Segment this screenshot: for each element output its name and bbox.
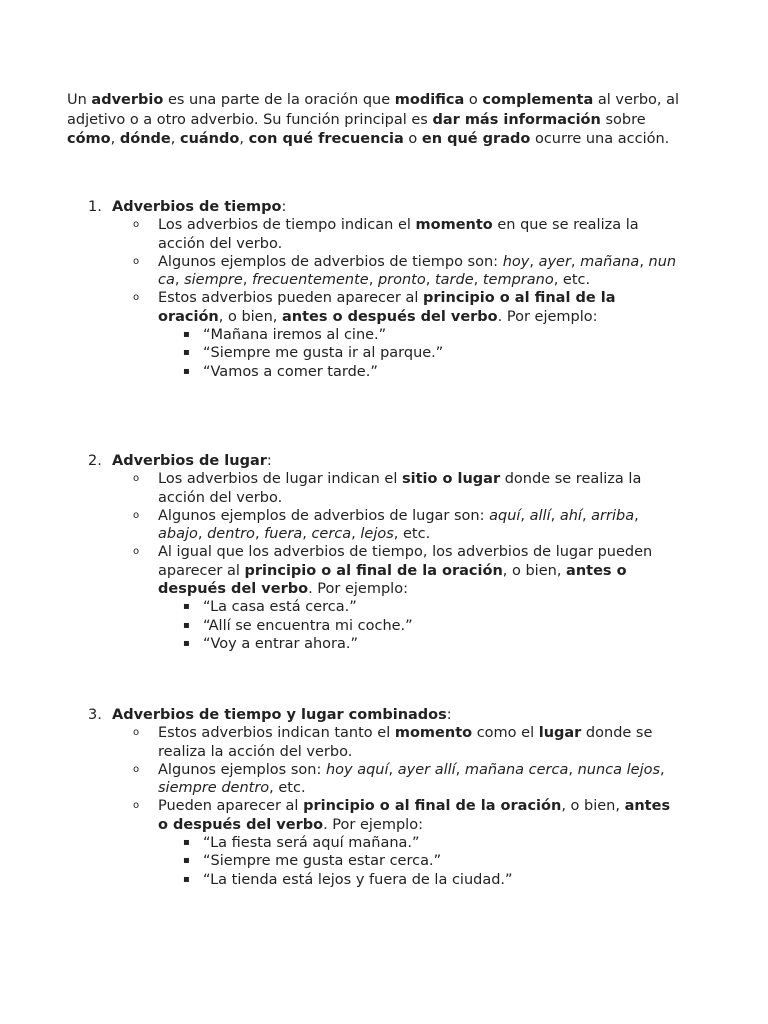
example-word: aquí bbox=[489, 507, 521, 524]
example-sentence: ▪ “La fiesta será aquí mañana.” bbox=[183, 834, 678, 852]
item-text: Estos adverbios pueden aparecer al bbox=[158, 290, 424, 307]
separator: , bbox=[529, 253, 539, 270]
list-item bbox=[133, 724, 678, 761]
separator: , bbox=[550, 507, 560, 524]
section-number: 2. bbox=[88, 453, 102, 469]
intro-text: o bbox=[403, 131, 422, 147]
separator: , bbox=[351, 526, 361, 543]
item-text: , o bien, bbox=[561, 798, 625, 815]
example-word: ayer allí bbox=[397, 761, 456, 778]
item-text: . Por ejemplo: bbox=[323, 816, 423, 833]
list-item bbox=[133, 797, 678, 888]
section-heading bbox=[88, 198, 708, 216]
example-sentence: ▪ “La casa está cerca.” bbox=[183, 598, 678, 616]
intro-bold: modifica bbox=[394, 92, 465, 108]
example-sentence: ▪ “La tienda está lejos y fuera de la ciudad.” bbox=[183, 871, 678, 889]
separator: , bbox=[302, 526, 312, 543]
intro-text: , bbox=[239, 131, 249, 147]
intro-text: sobre bbox=[600, 111, 646, 128]
intro-bold: en qué grado bbox=[421, 131, 531, 147]
item-text: Algunos ejemplos de adverbios de tiempo son: bbox=[158, 253, 503, 270]
list-item bbox=[133, 253, 678, 290]
item-text: , o bien, bbox=[218, 308, 283, 325]
item-bold: momento bbox=[415, 217, 493, 234]
item-text: como el bbox=[472, 725, 539, 742]
item-text: , o bien, bbox=[502, 562, 567, 579]
section-lugar bbox=[88, 452, 708, 653]
section-heading bbox=[88, 452, 708, 470]
item-text: Los adverbios de tiempo indican el bbox=[158, 217, 416, 234]
separator: , bbox=[568, 761, 578, 778]
intro-bold: cómo bbox=[67, 131, 111, 147]
item-bold: principio o al final de la oración bbox=[244, 562, 503, 579]
item-text: . Por ejemplo: bbox=[308, 581, 408, 598]
intro-text: al verbo, al adjetivo o a otro adverbio. Su función principal es bbox=[67, 92, 680, 128]
intro-text: , bbox=[170, 131, 180, 147]
example-word: temprano bbox=[482, 272, 554, 289]
separator: , bbox=[570, 253, 581, 270]
list-item bbox=[133, 289, 678, 380]
separator: , bbox=[197, 526, 208, 543]
example-word: abajo bbox=[158, 526, 198, 543]
example-list bbox=[158, 326, 678, 381]
intro-bold: cuándo bbox=[179, 131, 240, 147]
item-bold: principio o al final de la oración bbox=[158, 290, 616, 325]
example-word: hoy aquí bbox=[325, 761, 389, 778]
item-bold: antes o después del verbo bbox=[282, 308, 498, 325]
example-word: nunca lejos bbox=[577, 761, 661, 778]
item-text: , etc. bbox=[553, 272, 591, 289]
item-text: en que se realiza la acción del verbo. bbox=[158, 217, 639, 252]
separator: , bbox=[242, 272, 253, 289]
intro-text: Un bbox=[67, 92, 92, 108]
example-word: mañana cerca bbox=[464, 761, 569, 778]
intro-text: , bbox=[110, 131, 120, 147]
section-number: 1. bbox=[88, 199, 102, 215]
example-word: ayer bbox=[538, 253, 571, 270]
item-bold: momento bbox=[394, 725, 473, 742]
section-title bbox=[112, 198, 286, 216]
section-number: 3. bbox=[88, 707, 102, 723]
example-sentence: ▪ “Voy a entrar ahora.” bbox=[183, 635, 678, 653]
item-bold: antes o después del verbo bbox=[158, 798, 671, 833]
list-item bbox=[133, 216, 678, 253]
example-word: nunca bbox=[158, 253, 677, 289]
intro-bold: con qué frecuencia bbox=[248, 131, 404, 147]
intro-bold: dónde bbox=[119, 131, 171, 147]
item-bold: antes o después del verbo bbox=[158, 562, 627, 598]
section-title-text: Adverbios de lugar bbox=[112, 453, 267, 469]
section-tiempo bbox=[88, 198, 708, 381]
example-word: dentro bbox=[207, 526, 255, 543]
list-item bbox=[133, 543, 678, 653]
section-title-text: Adverbios de tiempo bbox=[112, 199, 282, 215]
separator: , bbox=[473, 272, 483, 289]
separator: , bbox=[425, 272, 435, 289]
list-item bbox=[133, 761, 678, 798]
separator: , bbox=[388, 761, 398, 778]
example-word: pronto bbox=[377, 272, 426, 289]
item-text: Al igual que los adverbios de tiempo, los adverbios de lugar pueden aparecer al bbox=[158, 544, 653, 579]
list-item bbox=[133, 470, 678, 507]
example-sentence: ▪ “Siempre me gusta ir al parque.” bbox=[183, 344, 678, 362]
bullet-list bbox=[88, 470, 678, 653]
item-text: , etc. bbox=[393, 526, 431, 543]
item-text: Estos adverbios indican tanto el bbox=[158, 725, 395, 742]
intro-bold: adverbio bbox=[91, 92, 164, 108]
example-word: lejos bbox=[360, 526, 394, 543]
intro-text: o bbox=[464, 92, 483, 108]
item-text: Pueden aparecer al bbox=[158, 798, 304, 815]
example-word: siempre dentro bbox=[158, 780, 270, 797]
separator: , bbox=[455, 761, 465, 778]
intro-text: es una parte de la oración que bbox=[163, 92, 395, 108]
example-word: tarde bbox=[434, 272, 474, 289]
example-word: frecuentemente bbox=[252, 272, 369, 289]
item-text: Algunos ejemplos de adverbios de lugar son: bbox=[158, 507, 490, 524]
example-word: hoy bbox=[502, 253, 530, 270]
separator: , bbox=[639, 253, 649, 270]
separator: , bbox=[520, 507, 530, 524]
item-bold: lugar bbox=[538, 725, 582, 742]
item-bold: principio o al final de la oración bbox=[303, 798, 562, 815]
separator: , bbox=[634, 507, 639, 524]
intro-paragraph bbox=[67, 91, 697, 150]
separator: , bbox=[368, 272, 378, 289]
example-list bbox=[158, 598, 678, 653]
separator: , bbox=[254, 526, 265, 543]
section-title-text: Adverbios de tiempo y lugar combinados bbox=[112, 707, 447, 723]
section-title bbox=[112, 706, 452, 724]
example-word: allí bbox=[529, 507, 551, 524]
item-bold: sitio o lugar bbox=[401, 471, 501, 488]
bullet-list bbox=[88, 216, 678, 381]
example-sentence: ▪ “Siempre me gusta estar cerca.” bbox=[183, 852, 678, 870]
list-item bbox=[133, 507, 678, 544]
separator: , bbox=[174, 272, 185, 289]
separator: , bbox=[660, 761, 665, 778]
intro-bold: complementa bbox=[482, 92, 594, 108]
bullet-list bbox=[88, 724, 678, 889]
example-word: mañana bbox=[580, 253, 640, 270]
section-heading bbox=[88, 706, 708, 724]
section-title bbox=[112, 452, 272, 470]
item-text: Algunos ejemplos son: bbox=[158, 761, 326, 778]
item-text: donde se realiza la acción del verbo. bbox=[158, 725, 653, 760]
item-text: Los adverbios de lugar indican el bbox=[158, 471, 402, 488]
item-text: . Por ejemplo: bbox=[497, 308, 598, 325]
section-combinados bbox=[88, 706, 708, 889]
item-text: donde se realiza la acción del verbo. bbox=[158, 471, 642, 506]
separator: , bbox=[581, 507, 592, 524]
example-sentence: ▪ “Allí se encuentra mi coche.” bbox=[183, 617, 678, 635]
section-title-colon: : bbox=[266, 453, 272, 469]
intro-bold: dar más información bbox=[432, 111, 601, 128]
example-word: ahí bbox=[559, 507, 582, 524]
item-text: , etc. bbox=[269, 780, 306, 797]
section-title-colon: : bbox=[446, 707, 452, 723]
example-word: cerca bbox=[311, 526, 352, 543]
example-word: siempre bbox=[184, 272, 243, 289]
example-word: arriba bbox=[591, 507, 635, 524]
example-sentence: ▪ “Mañana iremos al cine.” bbox=[183, 326, 678, 344]
intro-text: ocurre una acción. bbox=[530, 131, 670, 147]
example-list bbox=[158, 834, 678, 889]
example-word: fuera bbox=[264, 526, 303, 543]
example-sentence: ▪ “Vamos a comer tarde.” bbox=[183, 363, 678, 381]
section-title-colon: : bbox=[281, 199, 287, 215]
